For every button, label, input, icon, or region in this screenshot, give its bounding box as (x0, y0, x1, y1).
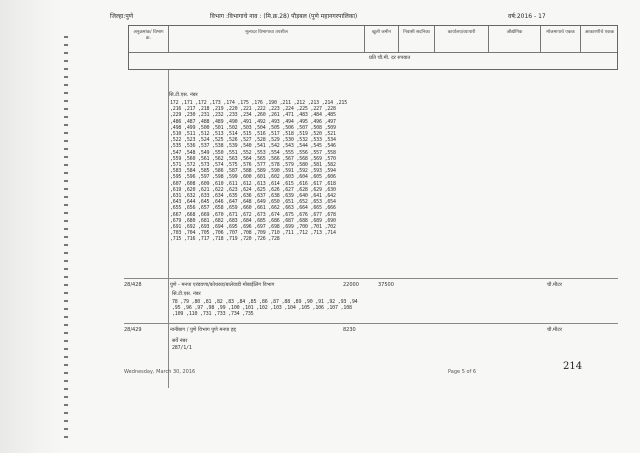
number-line: ,498 ,499 ,500 ,501 ,502 ,503 ,504 ,505 ,506 ,507 ,508 ,509 (170, 124, 336, 131)
col-serial: अनुक्रमांक/ विभाग क्र. (129, 26, 169, 52)
row-divider (124, 278, 618, 279)
header (68, 8, 624, 26)
number-line: ,510 ,511 ,512 ,513 ,514 ,515 ,516 ,517 ,518 ,519 ,520 ,521 (170, 131, 336, 138)
table-subheader: प्रति चौ.मी. दर रुपयात (369, 55, 411, 61)
row3-desc: नानीबाग / पुणे विभाग पुणे मनपा हद्द (170, 327, 236, 333)
row2-label: सि.टी.एस. नंबर (172, 291, 201, 297)
number-line: 287/1/1 (172, 345, 192, 351)
row2-residential: 37500 (378, 282, 394, 288)
number-line: ,703 ,704 ,705 ,706 ,707 ,708 ,709 ,710 ,711 ,712 ,713 ,714 (170, 230, 336, 237)
number-line: ,691 ,692 ,693 ,694 ,695 ,696 ,697 ,698 ,699 ,700 ,701 ,702 (170, 224, 336, 231)
number-line: ,607 ,608 ,609 ,610 ,611 ,612 ,613 ,614 ,615 ,616 ,617 ,618 (170, 180, 336, 187)
col-unit: मोजमापाचे एकक (541, 26, 581, 52)
header-division: विभाग :विभागाचे नाव : (मि.क्र.28) पौड़बल (पुणे महानगरपालिका) (210, 13, 358, 20)
header-district: जिल्हा:पुणे (110, 13, 134, 20)
number-line: 172 ,171 ,172 ,173 ,174 ,175 ,176 ,190 ,211 ,212 ,213 ,214 ,215 (170, 100, 348, 106)
row3-unit: चौ.मीटर (547, 327, 562, 333)
number-line: ,715 ,716 ,717 ,718 ,719 ,720 ,726 ,728 (170, 236, 280, 243)
number-line: ,216 ,217 ,218 ,219 ,220 ,221 ,222 ,223 ,224 ,225 ,227 ,228 (170, 106, 336, 113)
row2-cts-list (172, 299, 357, 318)
number-line: ,619 ,620 ,621 ,622 ,623 ,624 ,625 ,626 ,627 ,628 ,629 ,630 (170, 186, 336, 193)
row2-id: 28/428 (124, 282, 142, 288)
number-line: ,655 ,656 ,657 ,658 ,659 ,660 ,661 ,662 ,663 ,664 ,665 ,666 (170, 205, 336, 212)
block1-label: सि.टी.एस. नंबर (169, 92, 198, 98)
number-line: ,109 ,110 ,731 ,733 ,734 ,735 (172, 311, 254, 318)
page-number: 214 (563, 361, 583, 372)
number-line: ,547 ,548 ,549 ,550 ,551 ,552 ,553 ,554 ,555 ,556 ,557 ,558 (170, 149, 336, 156)
col-residential: निवासी सदनिका (399, 26, 435, 52)
row3-survey-list (172, 345, 192, 351)
header-year: वर्ष:2016 - 17 (508, 13, 546, 20)
number-line: ,522 ,523 ,524 ,525 ,526 ,527 ,528 ,529 ,530 ,532 ,533 ,534 (170, 137, 336, 144)
row-divider (124, 323, 618, 324)
number-line: ,679 ,680 ,681 ,682 ,683 ,684 ,685 ,686 ,687 ,688 ,689 ,690 (170, 217, 336, 224)
binding-margin (0, 0, 62, 453)
number-line: ,95 ,96 ,97 ,98 ,99 ,100 ,101 ,102 ,103 ,104 ,105 ,106 ,107 ,108 (172, 305, 352, 312)
number-line: ,571 ,572 ,573 ,574 ,575 ,576 ,577 ,578 ,579 ,580 ,581 ,582 (170, 162, 336, 169)
number-line: ,667 ,668 ,669 ,670 ,671 ,672 ,673 ,674 ,675 ,676 ,677 ,678 (170, 211, 336, 218)
number-line: ,631 ,632 ,633 ,634 ,635 ,636 ,637 ,638 ,639 ,640 ,641 ,642 (170, 193, 336, 200)
cts-number-list (170, 100, 347, 243)
col-assessment: आकारणीचे एकक (584, 30, 615, 35)
row3-id: 28/429 (124, 327, 142, 333)
col-office: कार्यालय/व्यापारी (435, 26, 489, 52)
number-line: ,535 ,536 ,537 ,538 ,539 ,540 ,541 ,542 ,543 ,544 ,545 ,546 (170, 143, 336, 150)
col-open-land: खुली जमीन (365, 26, 399, 52)
col-zone-detail: मूल्यदर विभागाचा तपशील (169, 26, 365, 52)
row2-open-land: 22000 (343, 282, 359, 288)
number-line: ,595 ,596 ,597 ,598 ,599 ,600 ,601 ,602 ,603 ,604 ,605 ,606 (170, 174, 336, 181)
footer-date: Wednesday, March 30, 2016 (124, 369, 196, 375)
number-line: ,583 ,584 ,585 ,586 ,587 ,588 ,589 ,590 ,591 ,592 ,593 ,594 (170, 168, 336, 175)
number-line: 78 ,79 ,80 ,81 ,82 ,83 ,84 ,85 ,86 ,87 ,88 ,89 ,90 ,91 ,92 ,93 ,94 (172, 299, 358, 305)
row2-unit: चौ.मीटर (547, 282, 562, 288)
footer-page-of: Page 5 of 6 (448, 369, 477, 375)
sheet (68, 8, 624, 448)
number-line: ,486 ,487 ,488 ,489 ,490 ,491 ,492 ,493 ,494 ,495 ,496 ,497 (170, 118, 336, 125)
number-line: ,229 ,230 ,231 ,232 ,233 ,234 ,260 ,261 ,471 ,483 ,484 ,485 (170, 112, 336, 119)
row3-label: सर्वे नंबर (172, 338, 188, 344)
number-line: ,559 ,560 ,561 ,562 ,563 ,564 ,565 ,566 ,567 ,568 ,569 ,570 (170, 155, 336, 162)
row2-desc: पुणे - मनपा एरंडवणा/कोथरुड/बालेवाडी मोबाईलिंग विभाग (170, 282, 275, 288)
row3-open-land: 8230 (343, 327, 356, 333)
header-table (128, 25, 618, 70)
col-industrial: औद्योगिक (489, 26, 541, 52)
number-line: ,643 ,644 ,645 ,646 ,647 ,648 ,649 ,650 ,651 ,652 ,653 ,654 (170, 199, 336, 206)
